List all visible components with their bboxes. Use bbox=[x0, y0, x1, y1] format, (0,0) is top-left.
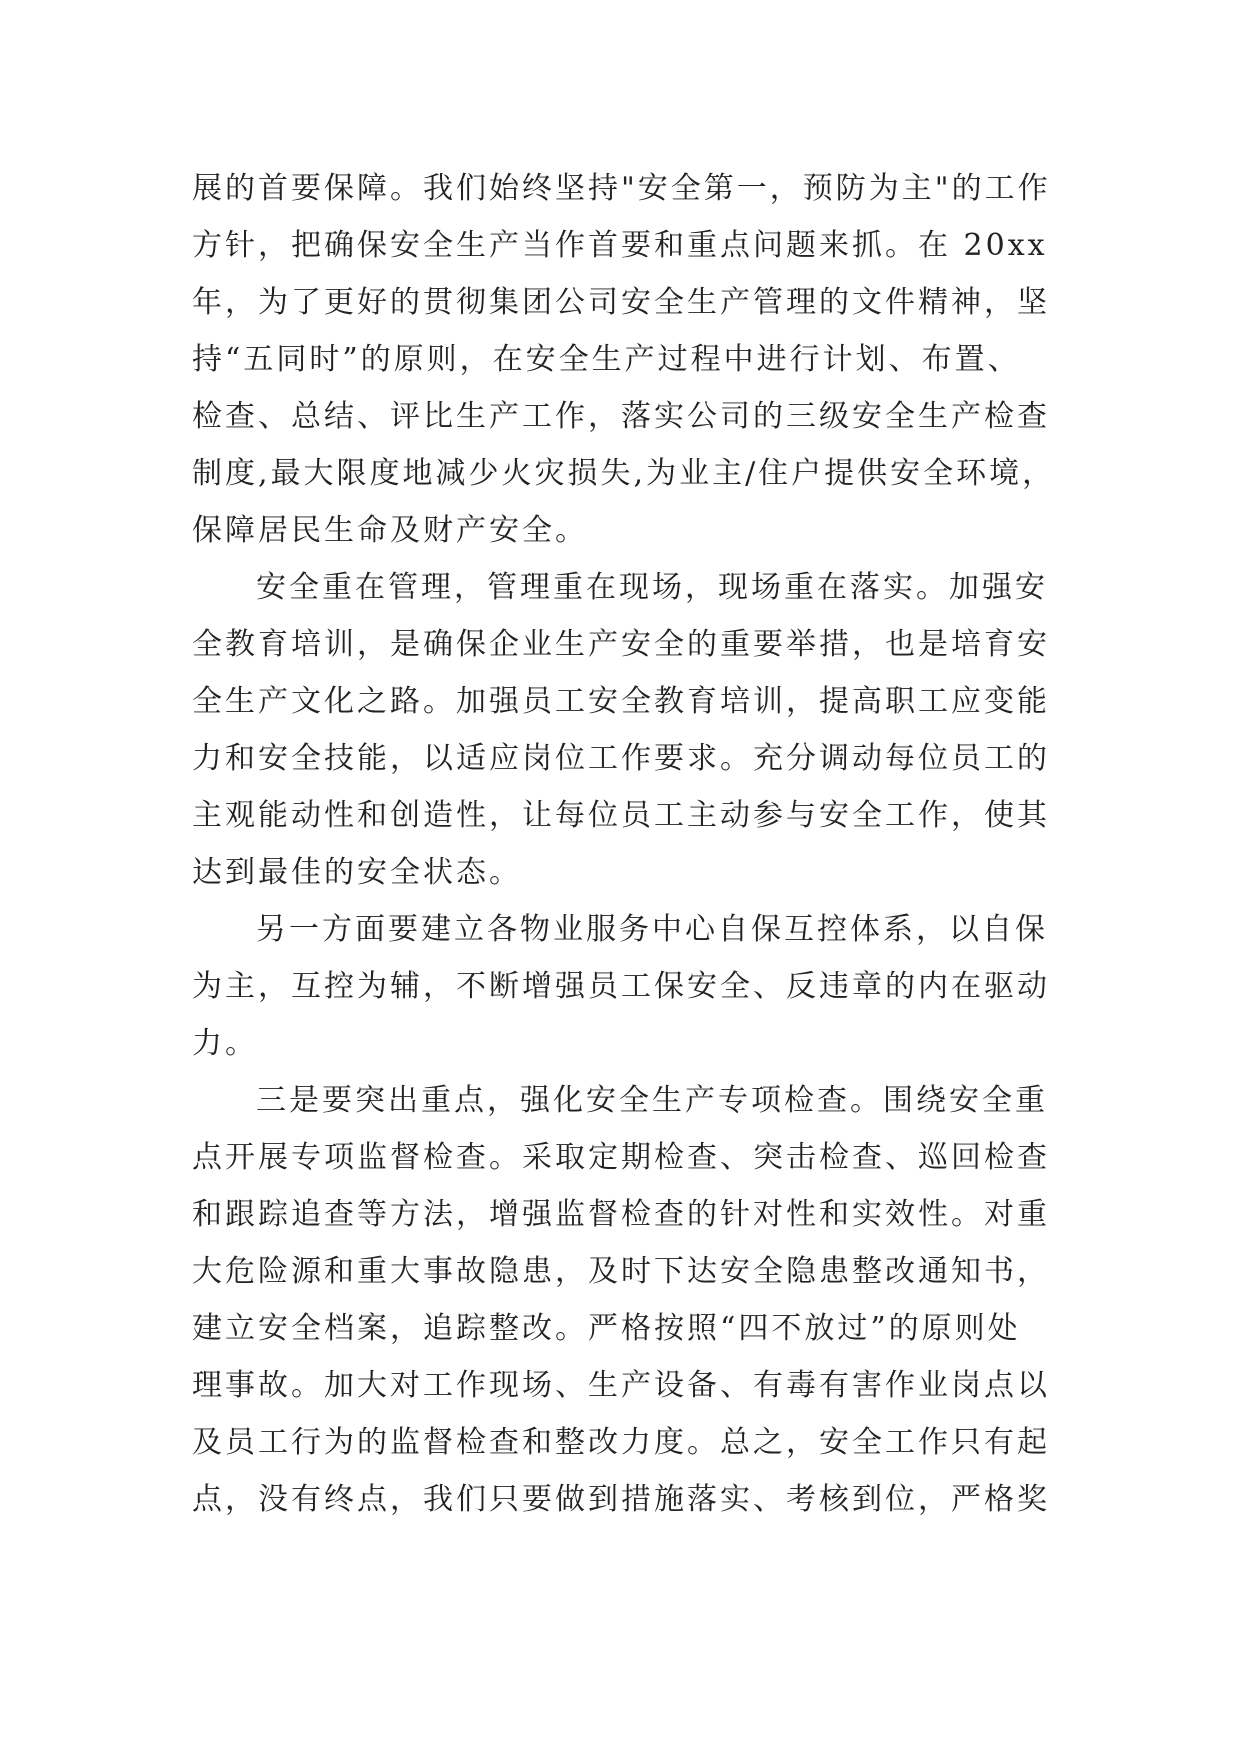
text-line: 力。 bbox=[192, 1026, 258, 1061]
text-line: 保障居民生命及财产安全。 bbox=[192, 513, 588, 548]
text-line: 展的首要保障。我们始终坚持"安全第一，预防为主"的工作 bbox=[192, 171, 1051, 206]
text-line: 持“五同时”的原则，在安全生产过程中进行计划、布置、 bbox=[192, 342, 1021, 377]
text-line: 全教育培训，是确保企业生产安全的重要举措，也是培育安 bbox=[192, 627, 1050, 662]
paragraph bbox=[192, 901, 1072, 1072]
paragraph bbox=[192, 1072, 1072, 1528]
text-line: 大危险源和重大事故隐患，及时下达安全隐患整改通知书， bbox=[192, 1254, 1050, 1289]
text-line: 方针，把确保安全生产当作首要和重点问题来抓。在 20xx bbox=[192, 228, 1048, 263]
text-line: 点开展专项监督检查。采取定期检查、突击检查、巡回检查 bbox=[192, 1140, 1050, 1175]
paragraph bbox=[192, 559, 1072, 901]
document-body bbox=[192, 160, 1072, 1528]
text-line: 和跟踪追查等方法，增强监督检查的针对性和实效性。对重 bbox=[192, 1197, 1050, 1232]
text-line: 点，没有终点，我们只要做到措施落实、考核到位，严格奖 bbox=[192, 1482, 1050, 1517]
text-line: 理事故。加大对工作现场、生产设备、有毒有害作业岗点以 bbox=[192, 1368, 1050, 1403]
text-line: 三是要突出重点，强化安全生产专项检查。围绕安全重 bbox=[256, 1083, 1048, 1118]
paragraph bbox=[192, 160, 1072, 559]
text-line: 力和安全技能，以适应岗位工作要求。充分调动每位员工的 bbox=[192, 741, 1050, 776]
text-line: 主观能动性和创造性，让每位员工主动参与安全工作，使其 bbox=[192, 798, 1050, 833]
text-line: 达到最佳的安全状态。 bbox=[192, 855, 522, 890]
text-line: 年，为了更好的贯彻集团公司安全生产管理的文件精神，坚 bbox=[192, 285, 1050, 320]
text-line: 安全重在管理，管理重在现场，现场重在落实。加强安 bbox=[256, 570, 1048, 605]
text-line: 建立安全档案，追踪整改。严格按照“四不放过”的原则处 bbox=[192, 1311, 1021, 1346]
text-line: 为主，互控为辅，不断增强员工保安全、反违章的内在驱动 bbox=[192, 969, 1050, 1004]
text-line: 制度,最大限度地减少火灾损失,为业主/住户提供安全环境， bbox=[192, 456, 1056, 491]
text-line: 检查、总结、评比生产工作，落实公司的三级安全生产检查 bbox=[192, 399, 1050, 434]
text-line: 及员工行为的监督检查和整改力度。总之，安全工作只有起 bbox=[192, 1425, 1050, 1460]
text-line: 另一方面要建立各物业服务中心自保互控体系，以自保 bbox=[256, 912, 1048, 947]
text-line: 全生产文化之路。加强员工安全教育培训，提高职工应变能 bbox=[192, 684, 1050, 719]
